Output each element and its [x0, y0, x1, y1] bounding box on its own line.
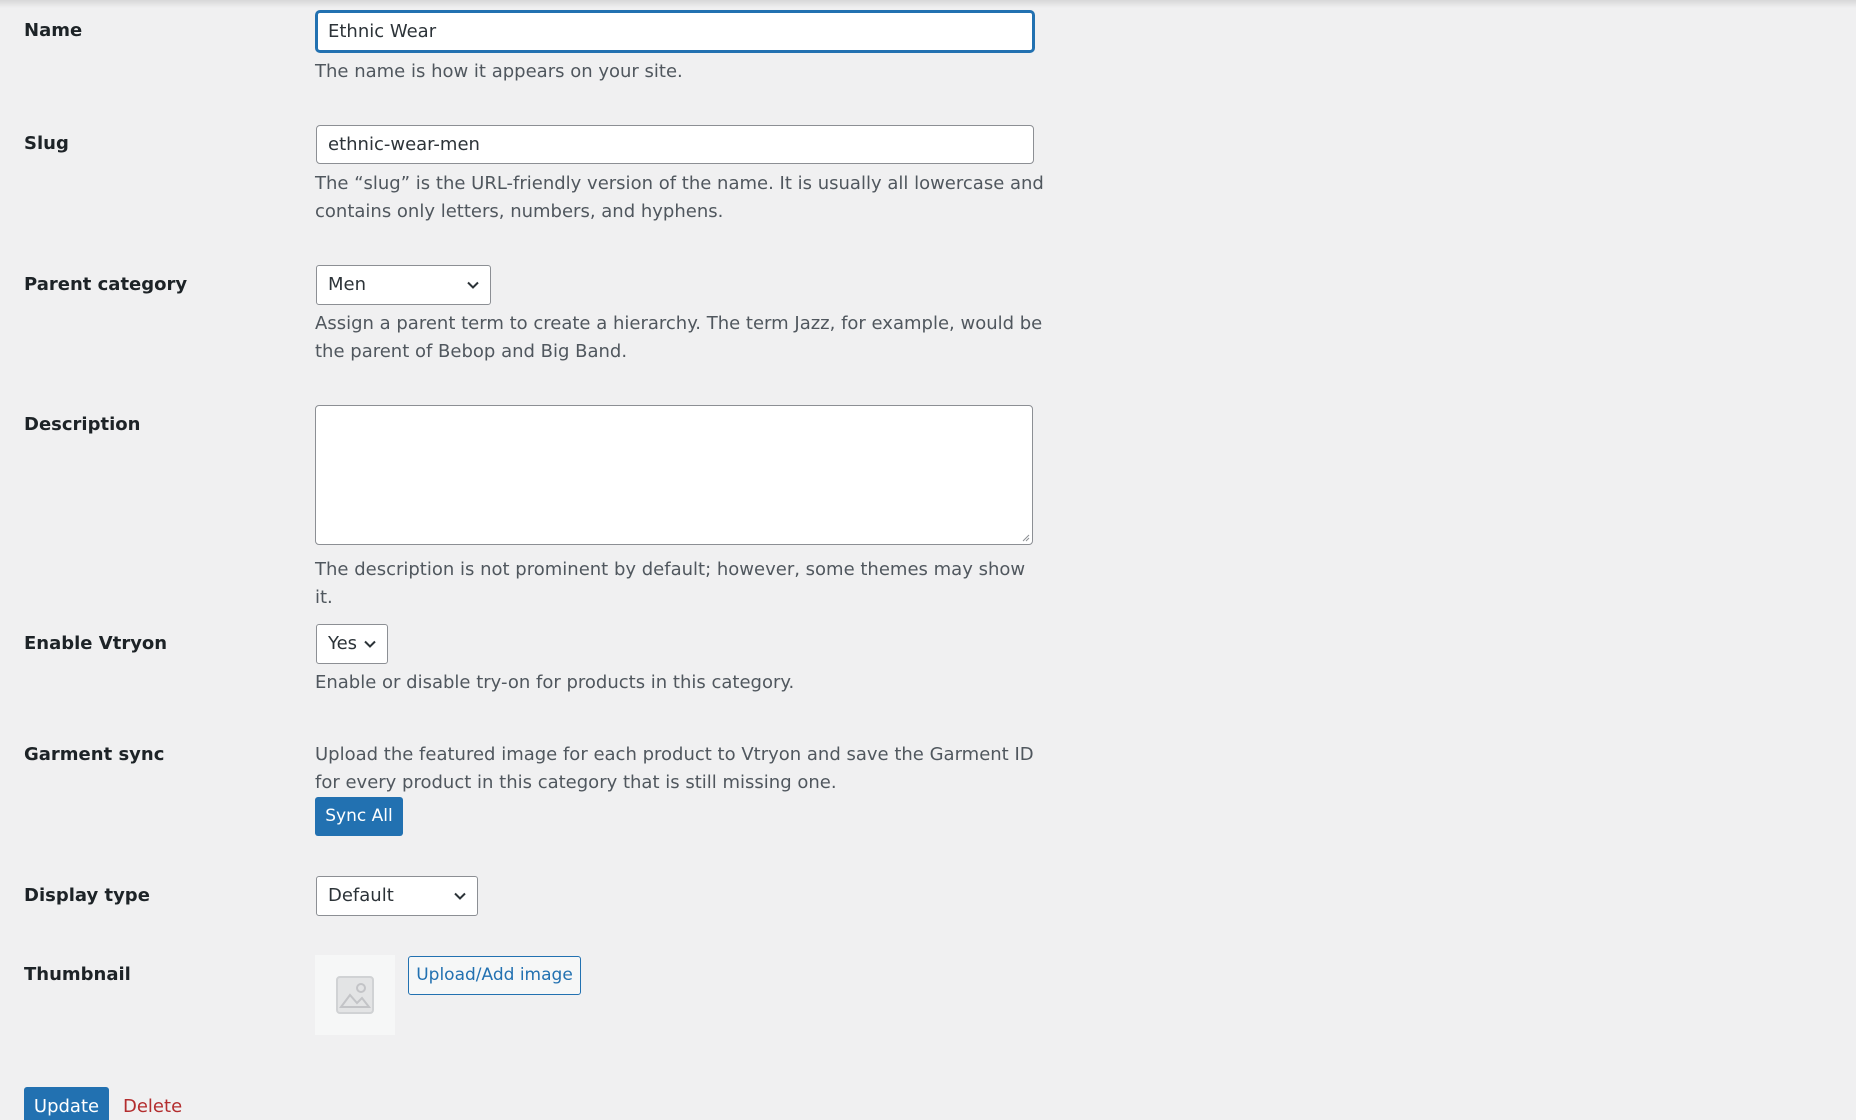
name-help: The name is how it appears on your site.: [315, 61, 683, 82]
slug-help: The “slug” is the URL-friendly version of the name. It is usually all lowercase and contains only letters, numbers, and hyphens.: [315, 173, 1044, 222]
enable-vtryon-value: Yes: [328, 633, 358, 654]
enable-vtryon-select[interactable]: [316, 624, 388, 664]
parent-category-value: Men: [328, 274, 367, 295]
display-type-value: Default: [328, 885, 394, 906]
garment-sync-label: Garment sync: [24, 744, 165, 765]
slug-input[interactable]: [316, 125, 1034, 164]
description-help: The description is not prominent by default; however, some themes may show it.: [315, 559, 1026, 608]
thumbnail-label: Thumbnail: [24, 964, 131, 985]
parent-category-label: Parent category: [24, 274, 188, 295]
enable-vtryon-help: Enable or disable try-on for products in this category.: [315, 672, 795, 693]
image-placeholder-icon: [335, 975, 375, 1015]
thumbnail-preview: [315, 955, 395, 1035]
sync-all-button[interactable]: Sync All: [315, 797, 403, 836]
description-textarea[interactable]: [315, 405, 1033, 545]
garment-sync-help: Upload the featured image for each product to Vtryon and save the Garment ID for every product in this category that is still missing one.: [315, 744, 1034, 793]
chevron-down-icon: [466, 278, 480, 292]
resize-handle-icon[interactable]: [1020, 532, 1030, 542]
upload-image-button[interactable]: Upload/Add image: [408, 956, 581, 995]
update-button[interactable]: Update: [24, 1087, 109, 1120]
parent-category-help: Assign a parent term to create a hierarchy. The term Jazz, for example, would be the parent of Bebop and Big Band.: [315, 313, 1043, 362]
display-type-label: Display type: [24, 885, 150, 906]
chevron-down-icon: [363, 637, 377, 651]
description-label: Description: [24, 414, 141, 435]
parent-category-select[interactable]: [316, 265, 491, 305]
chevron-down-icon: [453, 889, 467, 903]
header-shadow: [0, 0, 1856, 8]
display-type-select[interactable]: [316, 876, 478, 916]
enable-vtryon-label: Enable Vtryon: [24, 633, 168, 654]
name-label: Name: [24, 20, 83, 41]
delete-link[interactable]: Delete: [123, 1096, 183, 1117]
slug-label: Slug: [24, 133, 69, 154]
name-input[interactable]: [316, 11, 1034, 52]
